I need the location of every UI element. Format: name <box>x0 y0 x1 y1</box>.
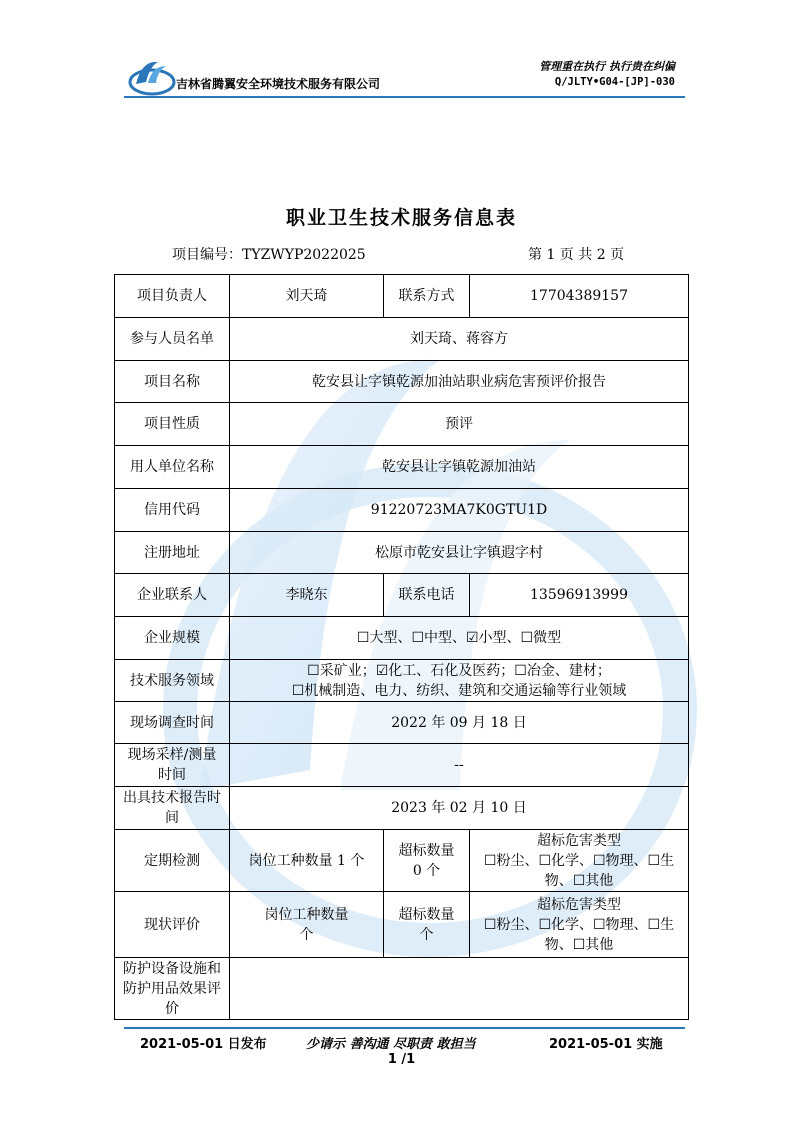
service-field-label: 技术服务领域 <box>115 660 230 702</box>
service-field-line-2: ☐机械制造、电力、纺织、建筑和交通运输等行业领域 <box>291 682 627 699</box>
scale-label: 企业规模 <box>115 617 230 660</box>
table-row <box>115 446 689 489</box>
periodic-exceed-line-2: 0 个 <box>412 862 441 879</box>
footer-published-date: 2021-05-01 日发布 <box>140 1037 267 1052</box>
protection-eval-label-line-2: 防护用品效果评 <box>123 980 221 997</box>
status-hazard-line-1: 超标危害类型 <box>537 896 621 913</box>
sampling-time-label-line-2: 时间 <box>158 767 186 783</box>
protection-eval-label-line-3: 价 <box>165 1000 179 1017</box>
status-posts-count <box>230 892 384 958</box>
report-time-value: 2023 年 02 月 10 日 <box>230 787 689 830</box>
periodic-test-label: 定期检测 <box>115 830 230 892</box>
enterprise-phone-label: 联系电话 <box>384 574 470 617</box>
document-title: 职业卫生技术服务信息表 <box>285 207 517 229</box>
table-row <box>115 660 689 702</box>
address-value: 松原市乾安县让字镇遐字村 <box>230 532 689 574</box>
table-row <box>115 361 689 403</box>
protection-eval-label-line-1: 防护设备设施和 <box>123 960 221 977</box>
table-row <box>115 958 689 1020</box>
status-exceed-line-1: 超标数量 <box>398 906 455 923</box>
contact-value: 17704389157 <box>470 275 689 318</box>
status-posts-line-1: 岗位工种数量 <box>264 906 349 923</box>
table-row <box>115 489 689 532</box>
table-row <box>115 744 689 787</box>
table-row <box>115 617 689 660</box>
header-doc-code: Q/JLTY•G04-[JP]-030 <box>554 76 675 88</box>
periodic-hazard-line-3: 物、☐其他 <box>544 872 614 889</box>
page-indicator: 第 1 页 共 2 页 <box>528 247 625 263</box>
leader-value: 刘天琦 <box>230 275 384 318</box>
scale-value: ☐大型、☐中型、☑小型、☐微型 <box>230 617 689 660</box>
leader-label: 项目负责人 <box>115 275 230 318</box>
report-time-label-line-2: 间 <box>165 810 179 826</box>
sampling-time-label-line-1: 现场采样/测量 <box>127 747 217 763</box>
footer-divider <box>124 1027 685 1029</box>
sampling-time-value: -- <box>230 744 689 787</box>
table-row <box>115 532 689 574</box>
protection-eval-value <box>230 958 689 1020</box>
enterprise-contact-label: 企业联系人 <box>115 574 230 617</box>
survey-time-label: 现场调查时间 <box>115 702 230 744</box>
table-row <box>115 787 689 830</box>
contact-label: 联系方式 <box>384 275 470 318</box>
table-row <box>115 275 689 318</box>
periodic-exceed-line-1: 超标数量 <box>398 842 455 859</box>
employer-label: 用人单位名称 <box>115 446 230 489</box>
staff-label: 参与人员名单 <box>115 318 230 361</box>
report-time-label-line-1: 出具技术报告时 <box>123 790 221 806</box>
project-name-value: 乾安县让字镇乾源加油站职业病危害预评价报告 <box>230 361 689 403</box>
credit-code-value: 91220723MA7K0GTU1D <box>230 489 689 532</box>
periodic-hazard-line-1: 超标危害类型 <box>537 832 621 849</box>
status-eval-label: 现状评价 <box>115 892 230 958</box>
status-exceed-line-2: 个 <box>419 926 434 943</box>
periodic-hazard-line-2: ☐粉尘、☐化学、☐物理、☐生 <box>483 852 675 869</box>
address-label: 注册地址 <box>115 532 230 574</box>
header-divider <box>124 96 685 98</box>
periodic-posts-count: 岗位工种数量 1 个 <box>230 830 384 892</box>
footer-motto: 少请示 善沟通 尽职责 敢担当 <box>306 1037 476 1052</box>
header-motto: 管理重在执行 执行贵在纠偏 <box>539 60 675 73</box>
header-company-name: 吉林省腾翼安全环境技术服务有限公司 <box>176 77 381 91</box>
periodic-hazard-types <box>470 830 689 892</box>
nature-label: 项目性质 <box>115 403 230 446</box>
project-number: 项目编号：TYZWYP2022025 <box>172 247 366 263</box>
table-row <box>115 574 689 617</box>
status-hazard-line-2: ☐粉尘、☐化学、☐物理、☐生 <box>483 916 675 933</box>
service-field-value <box>230 660 689 702</box>
status-posts-line-2: 个 <box>299 926 314 943</box>
report-time-label <box>115 787 230 830</box>
project-name-label: 项目名称 <box>115 361 230 403</box>
survey-time-value: 2022 年 09 月 18 日 <box>230 702 689 744</box>
table-row <box>115 318 689 361</box>
status-exceed-count <box>384 892 470 958</box>
protection-eval-label <box>115 958 230 1020</box>
footer-page-number: 1 /1 <box>387 1052 416 1067</box>
status-hazard-line-3: 物、☐其他 <box>544 936 614 953</box>
info-table <box>114 274 689 1020</box>
enterprise-contact-value: 李晓东 <box>230 574 384 617</box>
enterprise-phone-value: 13596913999 <box>470 574 689 617</box>
periodic-exceed-count <box>384 830 470 892</box>
company-logo-icon <box>128 56 176 96</box>
table-row <box>115 403 689 446</box>
employer-value: 乾安县让字镇乾源加油站 <box>230 446 689 489</box>
service-field-line-1: ☐采矿业；☑化工、石化及医药；☐冶金、建材； <box>307 662 611 679</box>
credit-code-label: 信用代码 <box>115 489 230 532</box>
status-hazard-types <box>470 892 689 958</box>
nature-value: 预评 <box>230 403 689 446</box>
staff-value: 刘天琦、蒋容方 <box>230 318 689 361</box>
table-row <box>115 830 689 892</box>
table-row <box>115 702 689 744</box>
table-row <box>115 892 689 958</box>
sampling-time-label <box>115 744 230 787</box>
footer-implemented-date: 2021-05-01 实施 <box>549 1037 663 1052</box>
